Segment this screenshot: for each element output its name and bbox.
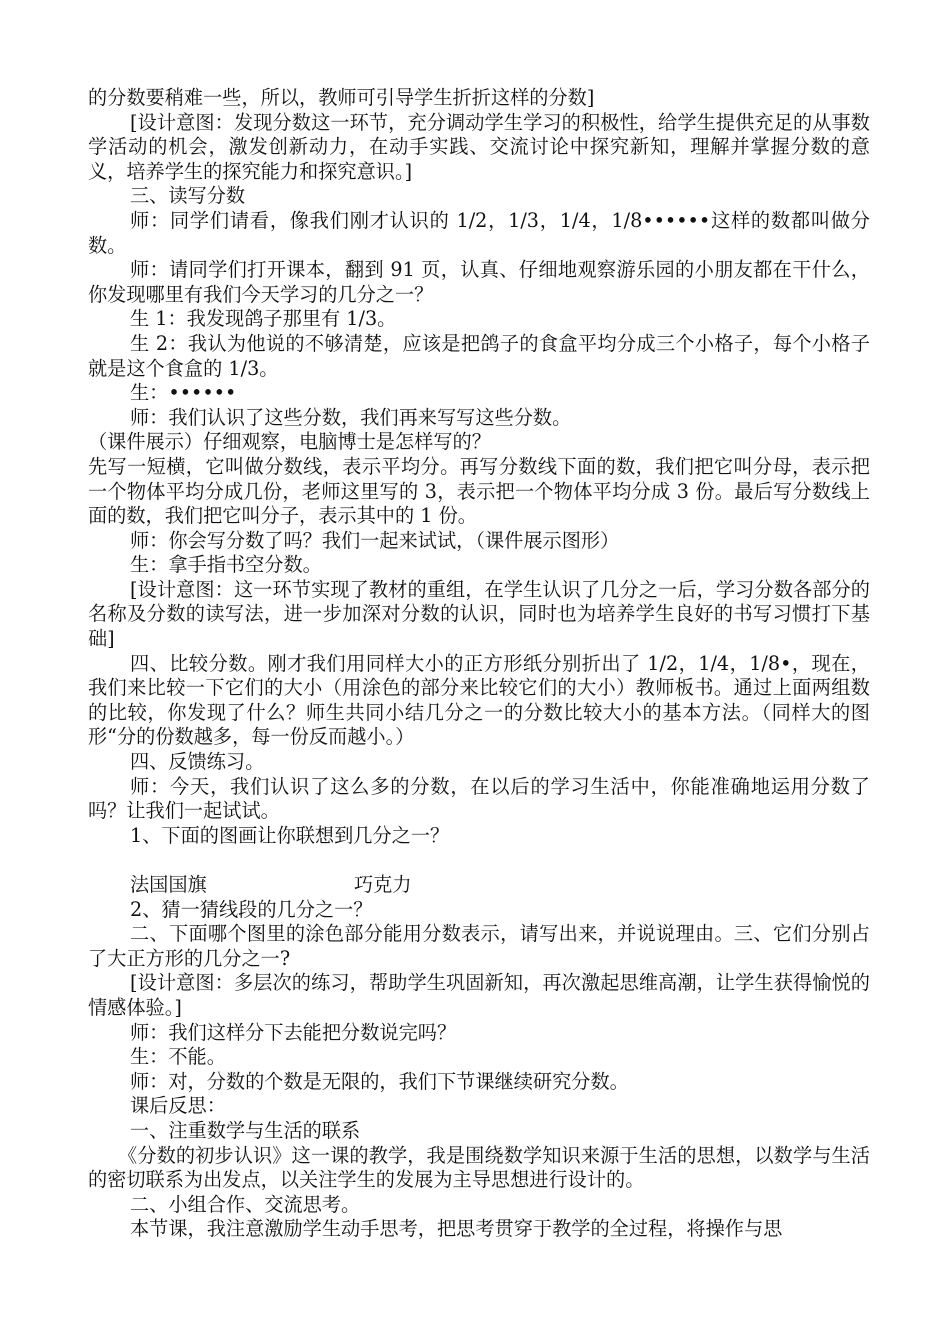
paragraph: 师：同学们请看，像我们刚才认识的 1/2，1/3，1/4，1/8••••••这样的数都叫做分数。 (88, 208, 870, 257)
paragraph: 生 2：我认为他说的不够清楚，应该是把鸽子的食盒平均分成三个小格子，每个小格子就是这个食盒的 1/3。 (88, 331, 870, 380)
paragraph: 师：我们这样分下去能把分数说完吗？ (130, 1020, 457, 1044)
paragraph: 生：不能。 (130, 1045, 226, 1069)
paragraph: 生 1：我发现鸽子那里有 1/3。 (130, 307, 397, 331)
paragraph: 师：请同学们打开课本，翻到 91 页，认真、仔细地观察游乐园的小朋友都在干什么，你发现哪里有我们今天学习的几分之一？ (88, 258, 870, 306)
section-heading: 二、小组合作、交流思考。 (130, 1192, 361, 1216)
section-heading: 三、读写分数 (130, 184, 246, 208)
exercise-item: 二、下面哪个图里的涂色部分能用分数表示，请写出来，并说说理由。三、它们分别占了大正方形的几分之一? (88, 922, 870, 970)
paragraph: 《分数的初步认识》这一课的教学，我是围绕数学知识来源于生活的思想，以数学与生活的密切联系为出发点，以关注学生的发展为主导思想进行设计的。 (88, 1143, 870, 1192)
section-heading: 课后反思： (130, 1094, 226, 1118)
section-heading: 四、反馈练习。 (130, 750, 265, 774)
paragraph: 生：•••••• (130, 381, 237, 405)
section-paragraph: 四、比较分数。刚才我们用同样大小的正方形纸分别折出了 1/2，1/4，1/8•，现在，我们来比较一下它们的大小（用涂色的部分来比较它们的大小）教师板书。通过上面两组数的比较，你发现了什么？师生共同小结几分之一的分数比较大小的基本方法。（同样大的图形“分的份数越多，每一份反而越小。） (88, 651, 870, 749)
paragraph: 师：我们认识了这些分数，我们再来写写这些分数。 (130, 405, 572, 429)
paragraph: 先写一短横，它叫做分数线，表示平均分。再写分数线下面的数，我们把它叫分母，表示把一个物体平均分成几份，老师这里写的 3，表示把一个物体平均分成 3 份。最后写分数线上面的数，我们把它叫分子，表示其中的 1 份。 (88, 454, 870, 528)
exercise-item: 2、猜一猜线段的几分之一？ (130, 897, 373, 921)
paragraph: 师：对，分数的个数是无限的，我们下节课继续研究分数。 (130, 1069, 629, 1093)
paragraph: （课件展示）仔细观察，电脑博士是怎样写的？ (88, 430, 491, 454)
caption-chocolate: 巧克力 (354, 873, 412, 896)
paragraph: 本节课，我注意激励学生动手思考，把思考贯穿于教学的全过程，将操作与思 (130, 1217, 783, 1241)
section-heading: 一、注重数学与生活的联系 (130, 1118, 361, 1142)
paragraph: 的分数要稍难一些，所以，教师可引导学生折折这样的分数] (88, 86, 595, 109)
image-caption-row (88, 873, 870, 898)
design-intent-paragraph: [设计意图：多层次的练习，帮助学生巩固新知，再次激起思维高潮，让学生获得愉悦的情感体验。] (88, 971, 870, 1019)
design-intent-paragraph: [设计意图：发现分数这一环节，充分调动学生学习的积极性，给学生提供充足的从事数学活动的机会，激发创新动力，在动手实践、交流讨论中探究新知，理解并掌握分数的意义，培养学生的探究能力和探究意识。] (88, 110, 870, 183)
blank-line (88, 848, 870, 873)
paragraph: 师：今天，我们认识了这么多的分数，在以后的学习生活中，你能准确地运用分数了吗？让我们一起试试。 (88, 774, 870, 823)
exercise-item: 1、下面的图画让你联想到几分之一？ (130, 823, 450, 847)
paragraph: 生：拿手指书空分数。 (130, 553, 322, 577)
paragraph: 师：你会写分数了吗？我们一起来试试，（课件展示图形） (130, 528, 620, 552)
document-page (88, 86, 870, 1242)
caption-french-flag: 法国国旗 (130, 873, 207, 896)
design-intent-paragraph: [设计意图：这一环节实现了教材的重组，在学生认识了几分之一后，学习分数各部分的名称及分数的读写法，进一步加深对分数的认识，同时也为培养学生良好的书写习惯打下基础] (88, 577, 870, 651)
